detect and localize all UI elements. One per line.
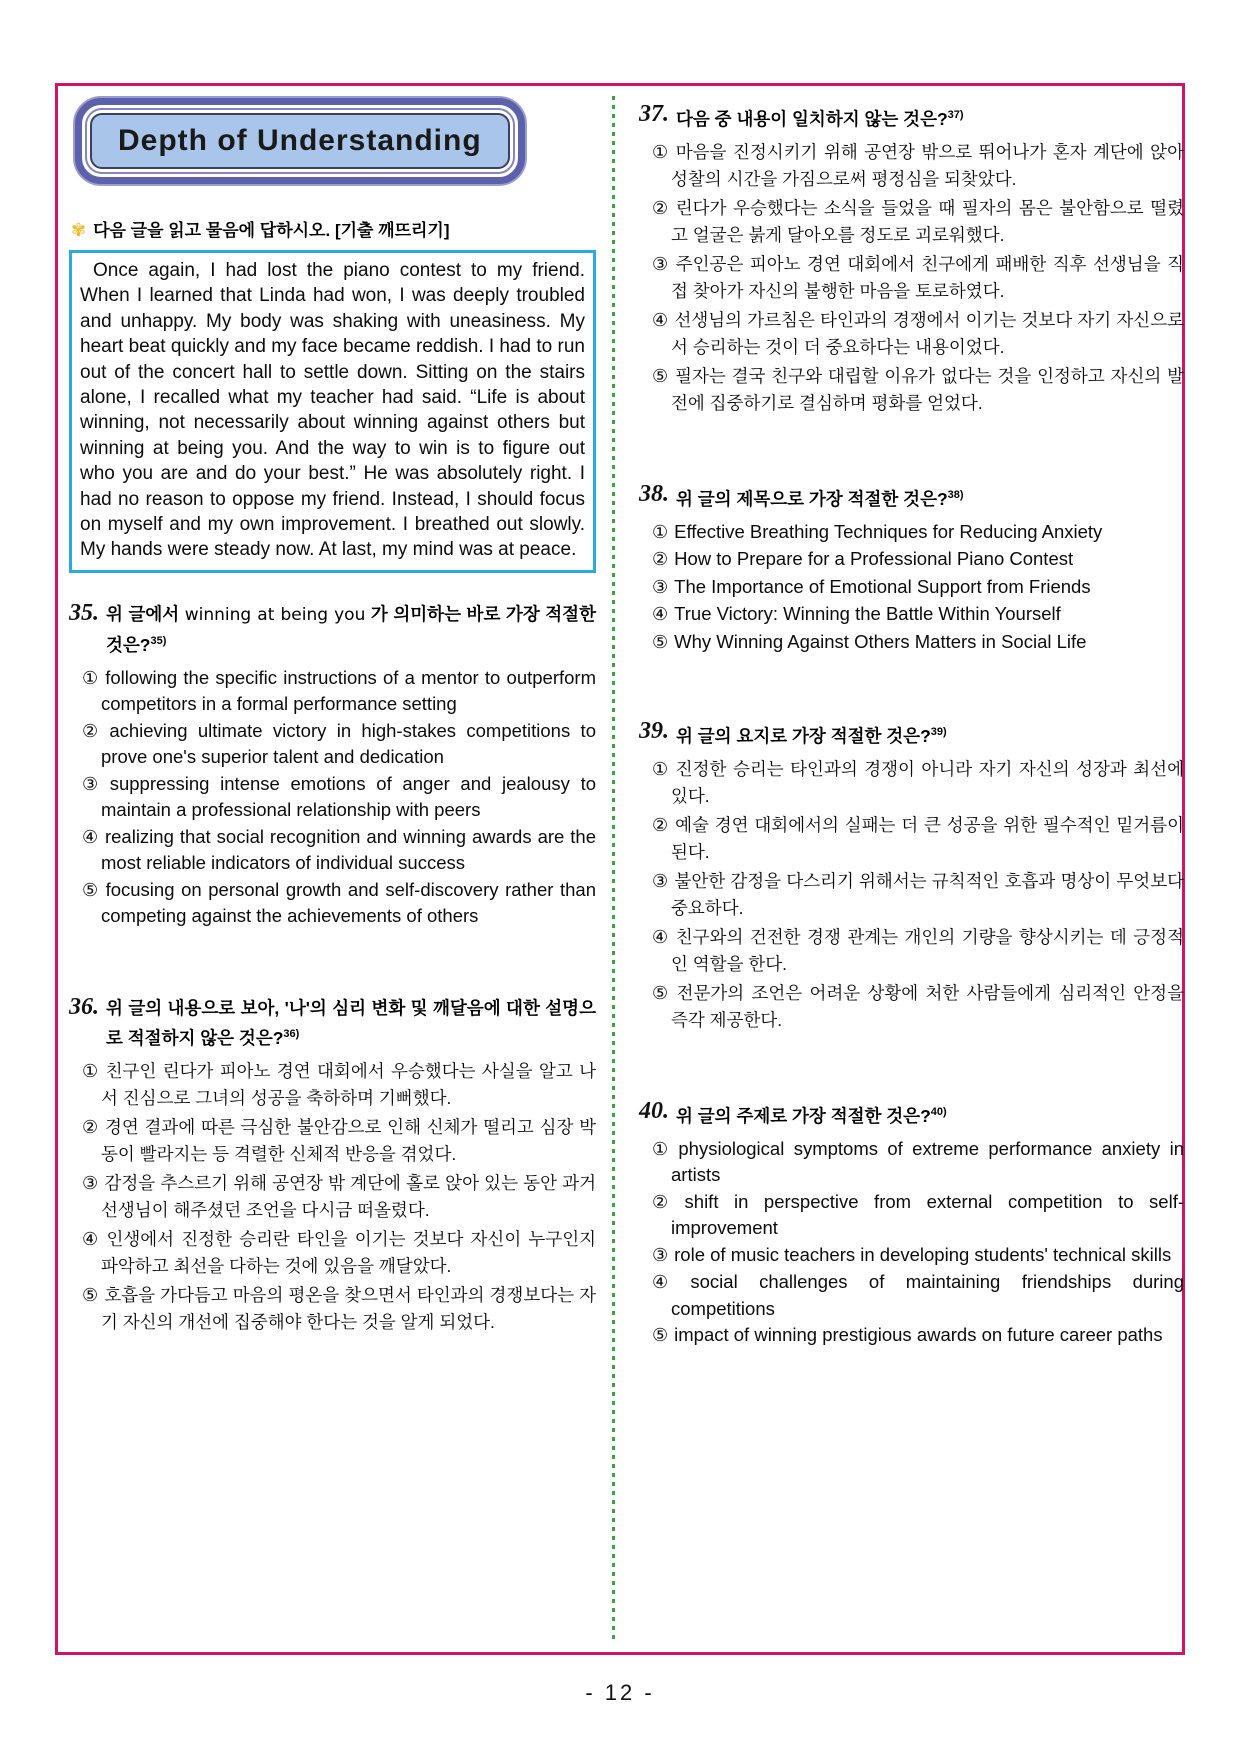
option-marker: ②	[82, 720, 104, 741]
question-number: 38.	[639, 480, 669, 507]
page-number: - 12 -	[585, 1680, 655, 1705]
question-number: 35.	[69, 599, 99, 626]
question-number: 37.	[639, 101, 669, 127]
question-37	[639, 102, 1184, 418]
question-stem: 위 글의 요지로 가장 적절한 것은?$^{39)}$	[676, 725, 947, 746]
right-column	[639, 102, 1184, 1350]
option-marker: ②	[652, 1191, 679, 1212]
option-marker: ①	[82, 1060, 100, 1081]
question-head	[69, 995, 596, 1051]
question-stem: 위 글의 제목으로 가장 적절한 것은?$^{38)}$	[676, 488, 964, 509]
option-39-②: ② 예술 경연 대회에서의 실패는 더 큰 성공을 위한 필수적인 밑거름이 된다.	[652, 814, 1184, 863]
option-36-⑤: ⑤ 호흡을 가다듬고 마음의 평온을 찾으면서 타인과의 경쟁보다는 자기 자신의 개선에 집중해야 한다는 것을 알게 되었다.	[82, 1284, 596, 1333]
option-marker: ⑤	[652, 631, 669, 652]
option-marker: ⑤	[652, 365, 670, 386]
option-marker: ①	[652, 141, 670, 162]
option-37-⑤: ⑤ 필자는 결국 친구와 대립할 이유가 없다는 것을 인정하고 자신의 발전에 집중하기로 결심하며 평화를 얻었다.	[652, 365, 1184, 414]
question-head	[69, 601, 596, 658]
option-marker: ④	[652, 604, 669, 625]
option-marker: ⑤	[652, 982, 671, 1003]
option-40-⑤: ⑤ impact of winning prestigious awards on future career paths	[652, 1324, 1163, 1346]
question-number: 40.	[639, 1097, 669, 1124]
option-39-③: ③ 불안한 감정을 다스리기 위해서는 규칙적인 호흡과 명상이 무엇보다 중요하다.	[652, 870, 1184, 919]
option-marker: ②	[652, 549, 669, 570]
flower-icon: ✾	[71, 220, 87, 240]
option-40-①: ① physiological symptoms of extreme performance anxiety in artists	[652, 1137, 1185, 1186]
option-marker: ④	[652, 309, 669, 330]
option-marker: ①	[652, 758, 670, 779]
option-marker: ①	[82, 667, 100, 688]
option-marker: ③	[652, 253, 670, 274]
option-35-①: ① following the specific instructions of a mentor to outperform competitors in a formal performance setting	[82, 666, 596, 715]
question-stem: 위 글에서 winning at being you 가 의미하는 바로 가장 적절한 것은?$^{35)}$	[106, 603, 596, 655]
question-35	[69, 601, 596, 929]
options-list	[652, 1136, 1184, 1349]
option-marker: ③	[652, 576, 669, 597]
section-title: Depth of Understanding	[118, 124, 482, 157]
question-39	[639, 719, 1184, 1035]
question-36	[69, 995, 596, 1337]
section-header-badge	[75, 98, 525, 184]
option-38-③: ③ The Importance of Emotional Support from Friends	[652, 575, 1091, 597]
footnote-marker: 38)	[947, 488, 964, 501]
footnote-marker: 40)	[930, 1105, 947, 1118]
reading-passage-box	[69, 250, 596, 573]
option-36-②: ② 경연 결과에 따른 극심한 불안감으로 인해 신체가 떨리고 심장 박동이 빨라지는 등 격렬한 신체적 반응을 겪었다.	[82, 1116, 596, 1165]
option-39-⑤: ⑤ 전문가의 조언은 어려운 상황에 처한 사람들에게 심리적인 안정을 즉각 제공한다.	[652, 982, 1184, 1031]
instruction-line	[71, 216, 596, 241]
questions-right-container	[639, 102, 1184, 1349]
question-38	[639, 482, 1184, 655]
column-divider	[612, 96, 615, 1644]
footnote-marker: 35)	[150, 634, 167, 647]
question-head	[639, 102, 1184, 132]
options-list	[652, 139, 1184, 418]
instruction-text: 다음 글을 읽고 물음에 답하시오.	[93, 221, 331, 240]
footnote-marker: 39)	[930, 726, 947, 739]
option-40-④: ④ social challenges of maintaining friendships during competitions	[652, 1271, 1184, 1319]
option-35-⑤: ⑤ focusing on personal growth and self-discovery rather than competing against the achievements of others	[82, 878, 596, 927]
question-head	[639, 719, 1184, 749]
option-40-③: ③ role of music teachers in developing students' technical skills	[652, 1243, 1172, 1265]
option-marker: ⑤	[82, 879, 100, 900]
left-column	[69, 98, 596, 1338]
option-marker: ③	[82, 1172, 99, 1193]
question-head	[639, 1099, 1184, 1129]
options-list	[652, 519, 1184, 656]
option-39-④: ④ 친구와의 건전한 경쟁 관계는 개인의 기량을 향상시키는 데 긍정적인 역할을 한다.	[652, 926, 1184, 975]
question-head	[639, 482, 1184, 512]
option-35-④: ④ realizing that social recognition and winning awards are the most reliable indicators of individual success	[82, 825, 596, 874]
option-38-④: ④ True Victory: Winning the Battle Within Yourself	[652, 603, 1061, 625]
option-36-①: ① 친구인 린다가 피아노 경연 대회에서 우승했다는 사실을 알고 나서 진심으로 그녀의 성공을 축하하며 기뻐했다.	[82, 1060, 596, 1109]
options-list	[82, 665, 596, 929]
option-35-②: ② achieving ultimate victory in high-stakes competitions to prove one's superior talent and dedication	[82, 719, 596, 768]
option-36-④: ④ 인생에서 진정한 승리란 타인을 이기는 것보다 자신이 누구인지 파악하고 최선을 다하는 것에 있음을 깨달았다.	[82, 1228, 597, 1277]
options-list	[652, 756, 1184, 1035]
option-marker: ④	[652, 1272, 685, 1293]
question-40	[639, 1099, 1184, 1349]
question-stem: 다음 중 내용이 일치하지 않는 것은?$^{37)}$	[676, 108, 964, 129]
reading-passage-text: Once again, I had lost the piano contest to my friend. When I learned that Linda had won, I was deeply troubled and unhappy. My body was shaking with uneasiness. My heart beat quickly and my face became reddish. I had to run out of the concert hall to settle down. Sitting on the stairs alone, I recalled what my teacher had said. “Life is about winning, not necessarily about winning against others but winning at being you. And the way to win is to figure out who you are and do your best.” He was absolutely right. I had no reason to oppose my friend. Instead, I should focus on myself and my own improvement. I breathed out slowly. My hands were steady now. At last, my mind was at peace.	[80, 260, 585, 561]
option-marker: ②	[652, 814, 670, 835]
option-marker: ③	[652, 870, 669, 891]
options-list	[82, 1058, 596, 1337]
question-stem: 위 글의 주제로 가장 적절한 것은?$^{40)}$	[676, 1105, 947, 1126]
option-38-②: ② How to Prepare for a Professional Piano Contest	[652, 548, 1074, 570]
option-39-①: ① 진정한 승리는 타인과의 경쟁이 아니라 자기 자신의 성장과 최선에 있다.	[652, 758, 1184, 807]
option-marker: ④	[652, 926, 670, 947]
questions-left-container	[69, 601, 596, 1337]
option-marker: ③	[82, 773, 104, 794]
option-marker: ④	[82, 1228, 101, 1249]
option-38-⑤: ⑤ Why Winning Against Others Matters in Social Life	[652, 630, 1087, 652]
footnote-marker: 36)	[283, 1027, 300, 1040]
question-number: 39.	[639, 718, 669, 745]
option-marker: ①	[652, 1138, 673, 1159]
option-37-①: ① 마음을 진정시키기 위해 공연장 밖으로 뛰어나가 혼자 계단에 앉아 성찰의 시간을 가짐으로써 평정심을 되찾았다.	[652, 141, 1184, 190]
footnote-marker: 37)	[947, 109, 964, 121]
option-marker: ①	[652, 521, 669, 542]
option-marker: ③	[652, 1244, 669, 1265]
option-marker: ⑤	[652, 1325, 669, 1346]
option-37-④: ④ 선생님의 가르침은 타인과의 경쟁에서 이기는 것보다 자기 자신으로서 승리하는 것이 더 중요하다는 내용이었다.	[652, 309, 1184, 358]
option-40-②: ② shift in perspective from external competition to self-improvement	[652, 1190, 1184, 1239]
option-marker: ②	[652, 197, 670, 218]
option-35-③: ③ suppressing intense emotions of anger and jealousy to maintain a professional relationship with peers	[82, 772, 596, 821]
option-37-③: ③ 주인공은 피아노 경연 대회에서 친구에게 패배한 직후 선생님을 직접 찾아가 자신의 불행한 마음을 토로하였다.	[652, 253, 1184, 302]
question-number: 36.	[69, 993, 99, 1020]
instruction-tag: [기출 깨뜨리기]	[334, 221, 450, 240]
option-37-②: ② 린다가 우승했다는 소식을 들었을 때 필자의 몸은 불안함으로 떨렸고 얼굴은 붉게 달아오를 정도로 괴로워했다.	[652, 197, 1184, 246]
option-marker: ②	[82, 1116, 99, 1137]
option-marker: ④	[82, 826, 99, 847]
option-38-①: ① Effective Breathing Techniques for Reducing Anxiety	[652, 520, 1103, 542]
question-stem: 위 글의 내용으로 보아, '나'의 심리 변화 및 깨달음에 대한 설명으로 적절하지 않은 것은?$^{36)}$	[106, 997, 596, 1048]
option-36-③: ③ 감정을 추스르기 위해 공연장 밖 계단에 홀로 앉아 있는 동안 과거 선생님이 해주셨던 조언을 다시금 떠올렸다.	[82, 1172, 596, 1221]
option-marker: ⑤	[82, 1284, 99, 1305]
